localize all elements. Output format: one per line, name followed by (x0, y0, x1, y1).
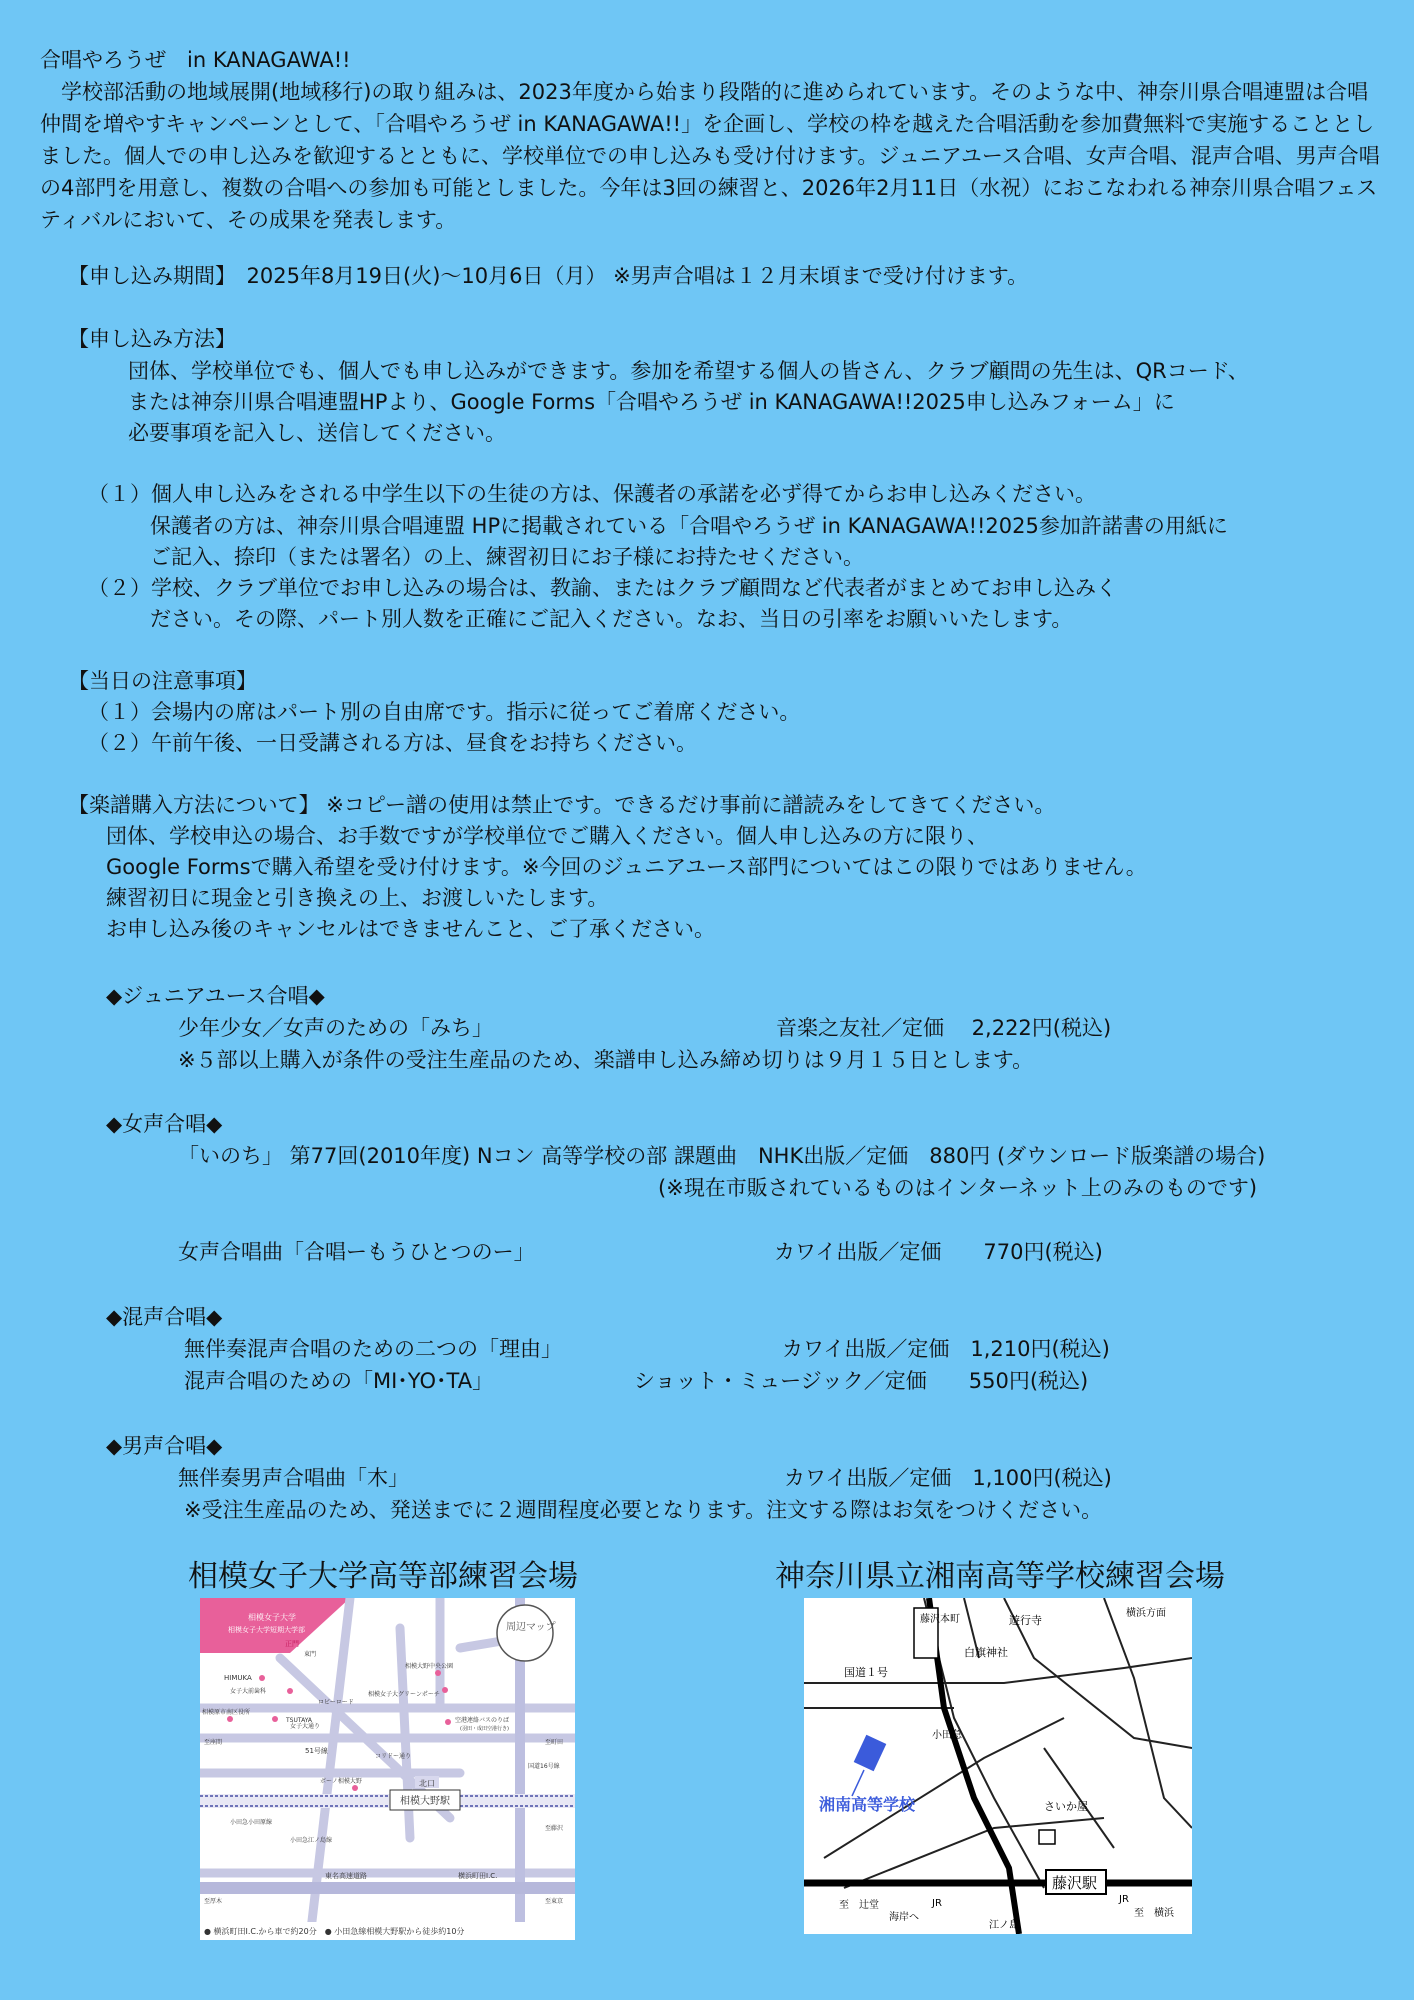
intro-paragraph: 学校部活動の地域展開(地域移行)の取り組みは、2023年度から始まり段階的に進められています。そのような中、神奈川県合唱連盟は合唱仲間を増やすキャンペーンとして、「合唱やろうぜ in KANAGAWA!!」を企画し、学校の枠を越えた合唱活動を参加費無料で実施することとしました。個人での申し込みを歓迎するとともに、学校単位での申し込みも受け付けます。ジュニアユース合唱、女声合唱、混声合唱、男声合唱の4部門を用意し、複数の合唱への参加も可能としました。今年は3回の練習と、2026年2月11日（水祝）におこなわれる神奈川県合唱フェスティバルにおいて、その成果を発表します。 (40, 80, 1380, 232)
score-line: Google Formsで購入希望を受け付けます。※今回のジュニアユース部門についてはこの限りではありません。 (106, 855, 1147, 879)
office-label: 相模原市南区役所 (202, 1709, 251, 1716)
score-line: 練習初日に現金と引き換えの上、お渡しいたします。 (106, 886, 609, 910)
male-score-publisher: カワイ出版／定価 1,100円(税込) (784, 1466, 1112, 1490)
east-gate-label: 東門 (304, 1651, 317, 1658)
female-score-title: 女声合唱曲「合唱ーもうひとつのー」 (178, 1240, 535, 1264)
score-heading: 【楽譜購入方法について】 ※コピー譜の使用は禁止です。できるだけ事前に譜読みをしてきてください。 (68, 793, 1056, 817)
bus-label: 空港連絡バスのりば (455, 1717, 510, 1724)
jr-right-label: JR (1119, 1894, 1129, 1905)
score-line: 団体、学校申込の場合、お手数ですが学校単位でご購入ください。個人申し込みの方に限り、 (106, 824, 988, 848)
univ-sub-label: 相模女子大学短期大学部 (228, 1626, 305, 1634)
mixed-score-publisher: ショット・ミュージック／定価 550円(税込) (634, 1369, 1089, 1393)
road-univ-label: 女子大通り (290, 1723, 321, 1730)
road-rose-label: ロビーロード (318, 1699, 354, 1706)
route16-label: 国道16号線 (528, 1763, 560, 1770)
clinic-label: 女子大前歯科 (230, 1688, 267, 1695)
machida-label: 至町田 (545, 1739, 564, 1746)
odakyu-label: 小田急小田原線 (230, 1819, 273, 1826)
venue-title-shonan: 神奈川県立湘南高等学校練習会場 (775, 1559, 1225, 1594)
school-label: 湘南高等学校 (819, 1795, 916, 1814)
method-heading: 【申し込み方法】 (68, 327, 236, 351)
female-score-note: (※現在市販されているものはインターネット上のみのものです) (658, 1176, 1258, 1200)
sakaiya-label: さいか屋 (1044, 1800, 1088, 1813)
day-heading: 【当日の注意事項】 (68, 669, 257, 693)
day-item: （２）午前午後、一日受講される方は、昼食をお持ちください。 (88, 731, 697, 755)
tsujido-label: 至 辻堂 (839, 1900, 879, 1911)
porch-label: 相模女子大グリーンポーチ (368, 1691, 440, 1698)
page-title: 合唱やろうぜ in KANAGAWA!! (40, 48, 351, 72)
atsugi-label: 至厚木 (204, 1898, 223, 1905)
station-label: 相模大野駅 (400, 1796, 450, 1807)
himuka-label: HIMUKA (224, 1674, 252, 1682)
method-note: （２）学校、クラブ単位でお申し込みの場合は、教諭、またはクラブ顧問など代表者がまとめてお申し込みく (88, 576, 1117, 600)
venue-title-sagami: 相模女子大学高等部練習会場 (188, 1559, 578, 1594)
method-note: ださい。その際、パート別人数を正確にご記入ください。なお、当日の引率をお願いいたします。 (150, 607, 1073, 631)
female-score-line: 「いのち」 第77回(2010年度) Nコン 高等学校の部 課題曲 NHK出版／定価 880円 (ダウンロード版楽譜の場合) (178, 1144, 1266, 1168)
route51-label: 51号線 (305, 1747, 328, 1755)
map-sagami (200, 1598, 575, 1940)
junior-score-title: 少年少女／女声のための「みち」 (178, 1016, 493, 1040)
bus-sub-label: (羽田・成田空港行き) (460, 1726, 509, 1732)
highway-label: 東名高速道路 (325, 1872, 367, 1880)
map-badge-text: 周辺マップ (506, 1622, 556, 1633)
mixed-score-publisher: カワイ出版／定価 1,210円(税込) (782, 1337, 1110, 1361)
tsutaya-label: TSUTAYA (286, 1717, 313, 1724)
yokohama-label: 至 横浜 (1134, 1908, 1174, 1919)
univ-label: 相模女子大学 (248, 1613, 296, 1622)
yokohama-dir-label: 横浜方面 (1126, 1608, 1166, 1619)
fujisawa-label: 至藤沢 (545, 1825, 564, 1832)
male-heading: ◆男声合唱◆ (106, 1434, 223, 1458)
map-footer: ● 横浜町田I.C.から車で約20分 ● 小田急線相模大野駅から徒歩約10分 (204, 1927, 465, 1936)
junior-heading: ◆ジュニアユース合唱◆ (106, 984, 325, 1008)
koridor-label: コリドー通り (375, 1753, 412, 1760)
mixed-score-title: 混声合唱のための「MI･YO･TA」 (184, 1369, 494, 1393)
mixed-score-title: 無伴奏混声合唱のための二つの「理由」 (184, 1337, 562, 1361)
female-score-publisher: カワイ出版／定価 770円(税込) (774, 1240, 1103, 1264)
method-line: 必要事項を記入し、送信してください。 (128, 421, 506, 445)
ic-label: 横浜町田I.C. (458, 1872, 498, 1880)
method-line: または神奈川県合唱連盟HPより、Google Forms「合唱やろうぜ in KANAGAWA!!2025申し込みフォーム」に (128, 390, 1175, 414)
kaigan-label: 海岸へ (889, 1912, 919, 1923)
route1-label: 国道１号 (844, 1666, 888, 1679)
enoshima-label: 江ノ島 (989, 1920, 1019, 1931)
method-note: ご記入、捺印（または署名）の上、練習初日にお子様にお持たせください。 (150, 545, 864, 569)
map-badge (497, 1605, 553, 1661)
jr-left-label: JR (932, 1898, 942, 1909)
tokyo-label: 至東京 (545, 1898, 564, 1905)
enoshima-label: 小田急江ノ島線 (290, 1837, 333, 1844)
north-exit-label: 北口 (419, 1779, 435, 1788)
mixed-heading: ◆混声合唱◆ (106, 1305, 223, 1329)
map-shonan (804, 1598, 1192, 1934)
junior-score-publisher: 音楽之友社／定価 2,222円(税込) (776, 1016, 1112, 1040)
male-score-note: ※受注生産品のため、発送までに２週間程度必要となります。注文する際はお気をつけください。 (184, 1498, 1103, 1522)
score-line: お申し込み後のキャンセルはできませんこと、ご了承ください。 (106, 917, 715, 941)
method-note: 保護者の方は、神奈川県合唱連盟 HPに掲載されている「合唱やろうぜ in KANAGAWA!!2025参加許諾書の用紙に (150, 514, 1228, 538)
male-score-title: 無伴奏男声合唱曲「木」 (178, 1466, 409, 1490)
method-note: （１）個人申し込みをされる中学生以下の生徒の方は、保護者の承諾を必ず得てからお申し込みください。 (88, 482, 1096, 506)
station-label: 藤沢駅 (1052, 1874, 1098, 1892)
shrine-label: 白旗神社 (964, 1646, 1008, 1659)
zama-label: 至座間 (204, 1739, 223, 1746)
honmachi-label: 藤沢本町 (920, 1614, 960, 1625)
park-label: 相模大野中央公園 (405, 1663, 454, 1670)
junior-score-note: ※５部以上購入が条件の受注生産品のため、楽譜申し込み締め切りは９月１５日とします。 (178, 1048, 1034, 1072)
female-heading: ◆女声合唱◆ (106, 1112, 223, 1136)
odakyu-label: 小田急 (932, 1730, 962, 1741)
method-line: 団体、学校単位でも、個人でも申し込みができます。参加を希望する個人の皆さん、クラブ顧問の先生は、QRコード、 (128, 359, 1249, 383)
application-period: 【申し込み期間】 2025年8月19日(火)～10月6日（月） ※男声合唱は１２月末頃まで受け付けます。 (68, 264, 1029, 288)
gate-label: 正門 (285, 1640, 299, 1648)
yugyoji-label: 遊行寺 (1009, 1614, 1042, 1627)
bono-label: ボーノ相模大野 (320, 1778, 362, 1785)
day-item: （１）会場内の席はパート別の自由席です。指示に従ってご着席ください。 (88, 700, 801, 724)
